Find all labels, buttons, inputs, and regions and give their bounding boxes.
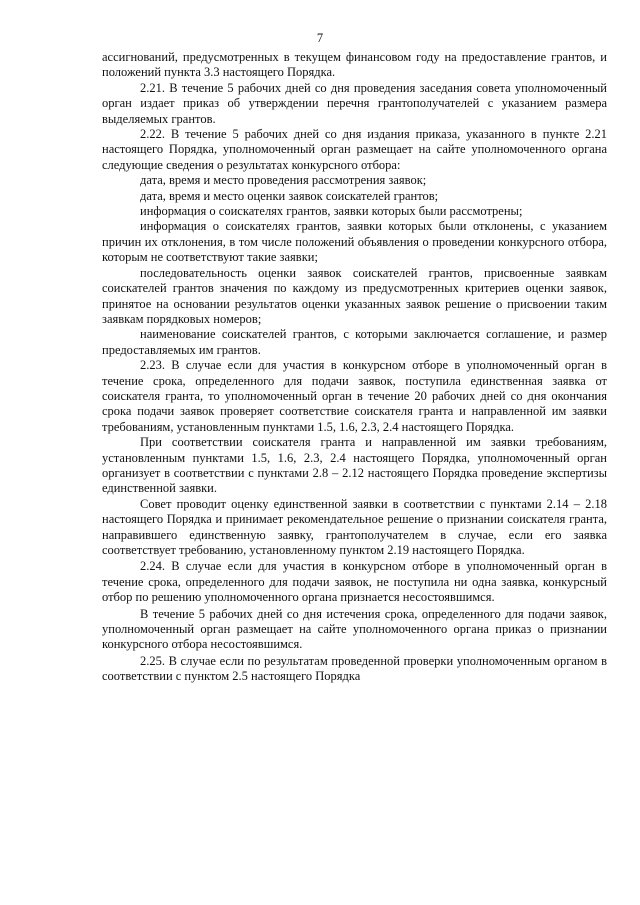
paragraph-2-24: 2.24. В случае если для участия в конкурсном отборе в уполномоченный орган в течение срока, определенного для подачи заявок, не поступила ни одна заявка, конкурсный отбор по решению уполномоченного органа признается несостоявшимся. bbox=[102, 559, 607, 605]
paragraph-2-25: 2.25. В случае если по результатам проведенной проверки уполномоченным органом в соответствии с пунктом 2.5 настоящего Порядка bbox=[102, 653, 607, 684]
paragraph-2-22: 2.22. В течение 5 рабочих дней со дня издания приказа, указанного в пункте 2.21 настоящего Порядка, уполномоченный орган размещает на сайте уполномоченного органа следующие сведения о результатах конкурсного отбора: bbox=[102, 127, 607, 172]
list-item-review-date: дата, время и место проведения рассмотрения заявок; bbox=[140, 173, 427, 188]
list-item-rejected-applicants: информация о соискателях грантов, заявки которых были отклонены, с указанием причин их отклонения, в том числе положений объявления о проведении конкурсного отбора, которым не соответствуют такие заявки; bbox=[102, 219, 607, 265]
list-item-evaluation-sequence: последовательность оценки заявок соискателей грантов, присвоенные заявкам соискателей грантов значения по каждому из предусмотренных критериев оценки заявок, принятое на основании результатов оценки указанных заявок решение о присвоении таким заявкам порядковых номеров; bbox=[102, 265, 607, 326]
paragraph-2-23: 2.23. В случае если для участия в конкурсном отборе в уполномоченный орган в течение срока, определенного для подачи заявок, поступила единственная заявка от соискателя гранта, то уполномоченный орган в течение 20 рабочих дней со дня окончания срока подачи заявок проверяет соответствие соискателя гранта и направленной им заявки требованиям, установленным пунктами 1.5, 1.6, 2.3, 2.4 настоящего Порядка. bbox=[102, 358, 607, 434]
paragraph-2-23-council: Совет проводит оценку единственной заявки в соответствии с пунктами 2.14 – 2.18 настоящего Порядка и принимает рекомендательное решение о признании соискателя гранта, направившего единственную заявку, грантополучателем в случае, если его заявка соответствует требованию, установленному пунктом 2.19 настоящего Порядка. bbox=[102, 496, 607, 557]
paragraph-2-23-compliance: При соответствии соискателя гранта и направленной им заявки требованиям, установленным пунктами 1.5, 1.6, 2.3, 2.4 настоящего Порядка, уполномоченный орган организует в соответствии с пунктами 2.8 – 2.12 настоящего Порядка проведение экспертизы единственной заявки. bbox=[102, 435, 607, 496]
paragraph-2-24-publication: В течение 5 рабочих дней со дня истечения срока, определенного для подачи заявок, уполномоченный орган размещает на сайте уполномоченного органа приказ о признании конкурсного отбора несостоявшимся. bbox=[102, 606, 607, 652]
page-number: 7 bbox=[316, 31, 324, 45]
list-item-evaluation-date: дата, время и место оценки заявок соискателей грантов; bbox=[140, 188, 439, 203]
paragraph-2-21: 2.21. В течение 5 рабочих дней со дня проведения заседания совета уполномоченный орган издает приказ об утверждении перечня грантополучателей с указанием размера выделяемых грантов. bbox=[102, 80, 607, 126]
list-item-grant-recipients: наименование соискателей грантов, с которыми заключается соглашение, и размер предоставляемых им грантов. bbox=[102, 327, 607, 357]
list-item-reviewed-applicants: информация о соискателях грантов, заявки которых были рассмотрены; bbox=[140, 204, 523, 219]
paragraph-continuation: ассигнований, предусмотренных в текущем финансовом году на предоставление грантов, и положений пункта 3.3 настоящего Порядка. bbox=[102, 50, 607, 80]
document-body bbox=[102, 50, 607, 685]
